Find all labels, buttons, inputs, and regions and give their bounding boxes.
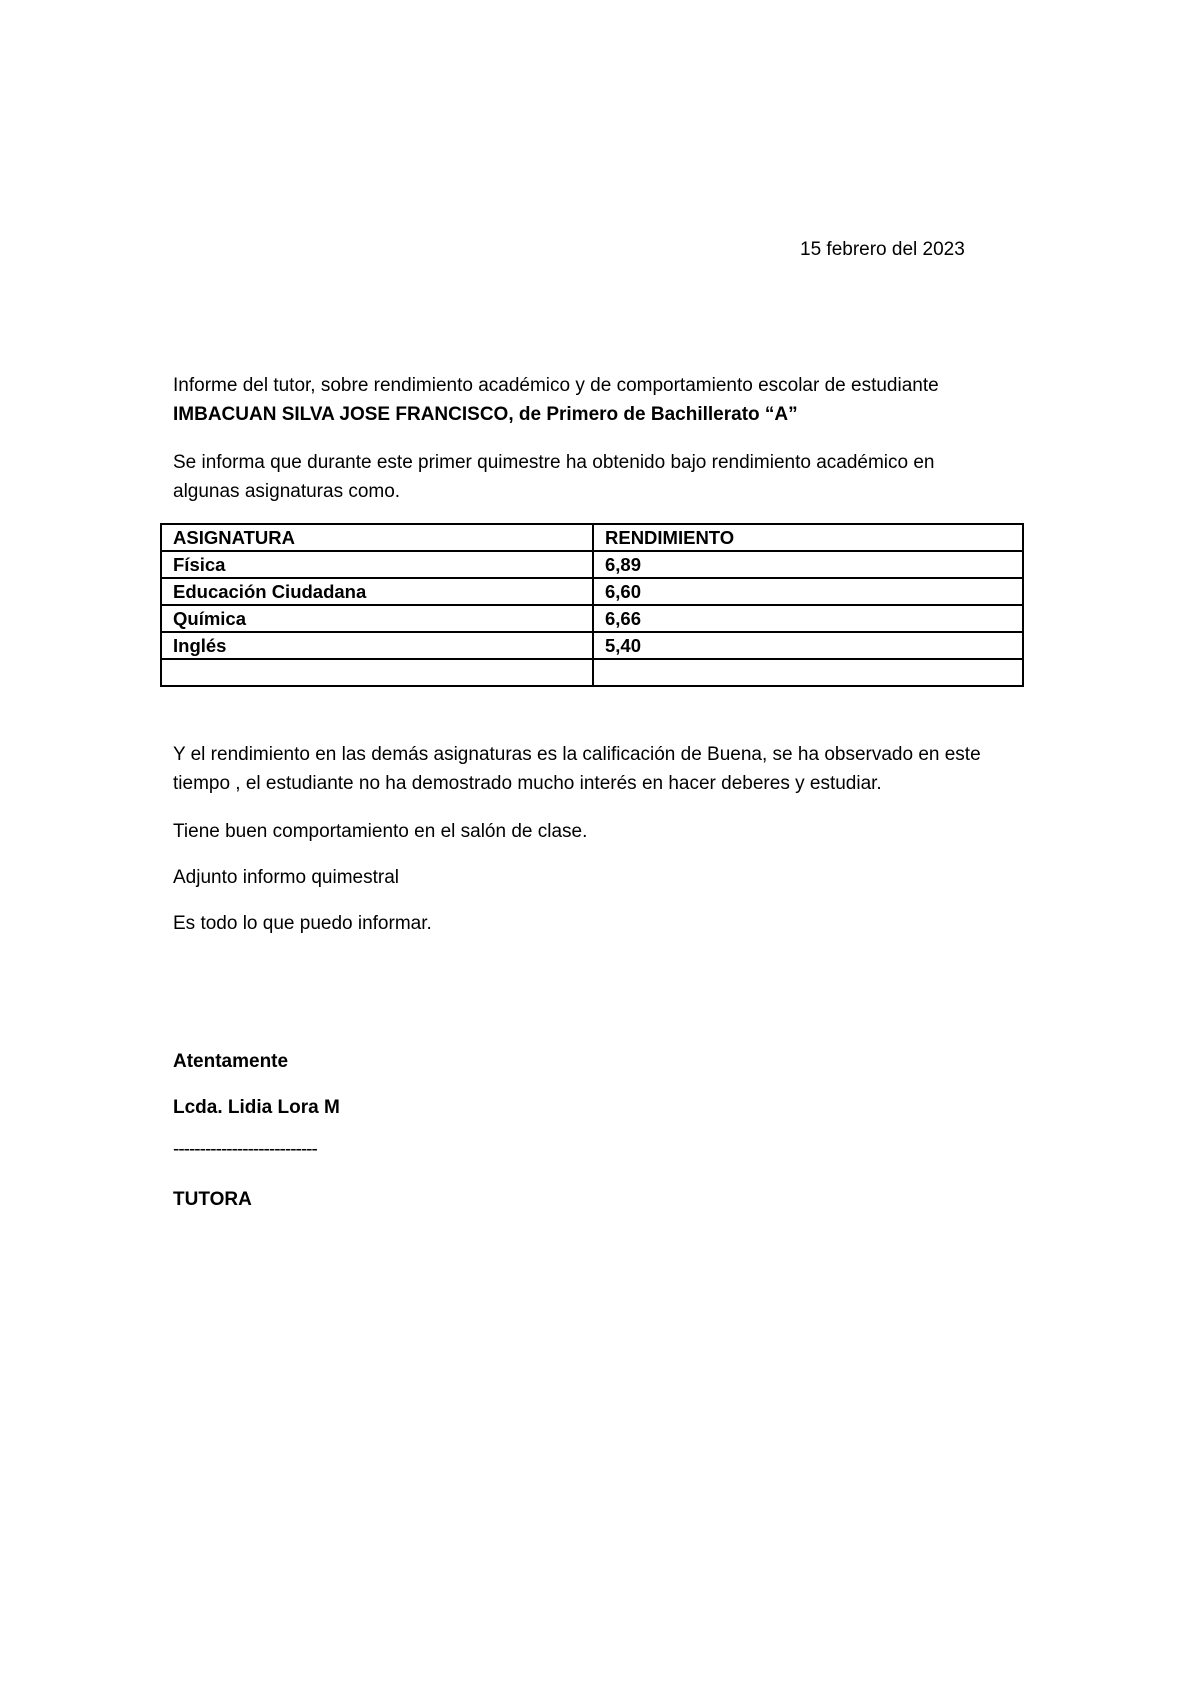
body-paragraph-1-line-2: tiempo , el estudiante no ha demostrado mucho interés en hacer deberes y estudiar.: [173, 773, 882, 794]
intro-line-1: Informe del tutor, sobre rendimiento académico y de comportamiento escolar de estudiante: [173, 375, 939, 396]
table-row: [161, 551, 1023, 578]
subject-cell: Inglés: [161, 632, 593, 659]
grade-cell: 6,89: [593, 551, 1023, 578]
notice-line-2: algunas asignaturas como.: [173, 481, 401, 502]
subject-cell: Física: [161, 551, 593, 578]
table-row: [161, 632, 1023, 659]
signature-role: TUTORA: [173, 1189, 252, 1210]
intro-line-2-student: IMBACUAN SILVA JOSE FRANCISCO, de Primero de Bachillerato “A”: [173, 404, 798, 425]
header-asignatura: ASIGNATURA: [161, 524, 593, 551]
signature-line: ---------------------------: [173, 1139, 317, 1160]
letter-date: 15 febrero del 2023: [800, 239, 965, 260]
grade-cell: 5,40: [593, 632, 1023, 659]
body-paragraph-2: Tiene buen comportamiento en el salón de clase.: [173, 821, 588, 842]
table-header-row: [161, 524, 1023, 551]
table-row: [161, 605, 1023, 632]
body-paragraph-3: Adjunto informo quimestral: [173, 867, 399, 888]
body-paragraph-4: Es todo lo que puedo informar.: [173, 913, 432, 934]
subject-cell: [161, 659, 593, 686]
signature-closing: Atentamente: [173, 1051, 289, 1072]
table-row: [161, 578, 1023, 605]
table-row-empty: [161, 659, 1023, 686]
grade-cell: 6,66: [593, 605, 1023, 632]
body-paragraph-1-line-1: Y el rendimiento en las demás asignaturas es la calificación de Buena, se ha observado en este: [173, 744, 981, 765]
subject-cell: Química: [161, 605, 593, 632]
grade-cell: [593, 659, 1023, 686]
notice-line-1: Se informa que durante este primer quimestre ha obtenido bajo rendimiento académico en: [173, 452, 935, 473]
signature-name: Lcda. Lidia Lora M: [173, 1097, 340, 1118]
grades-table: [160, 523, 1024, 687]
subject-cell: Educación Ciudadana: [161, 578, 593, 605]
grade-cell: 6,60: [593, 578, 1023, 605]
header-rendimiento: RENDIMIENTO: [593, 524, 1023, 551]
